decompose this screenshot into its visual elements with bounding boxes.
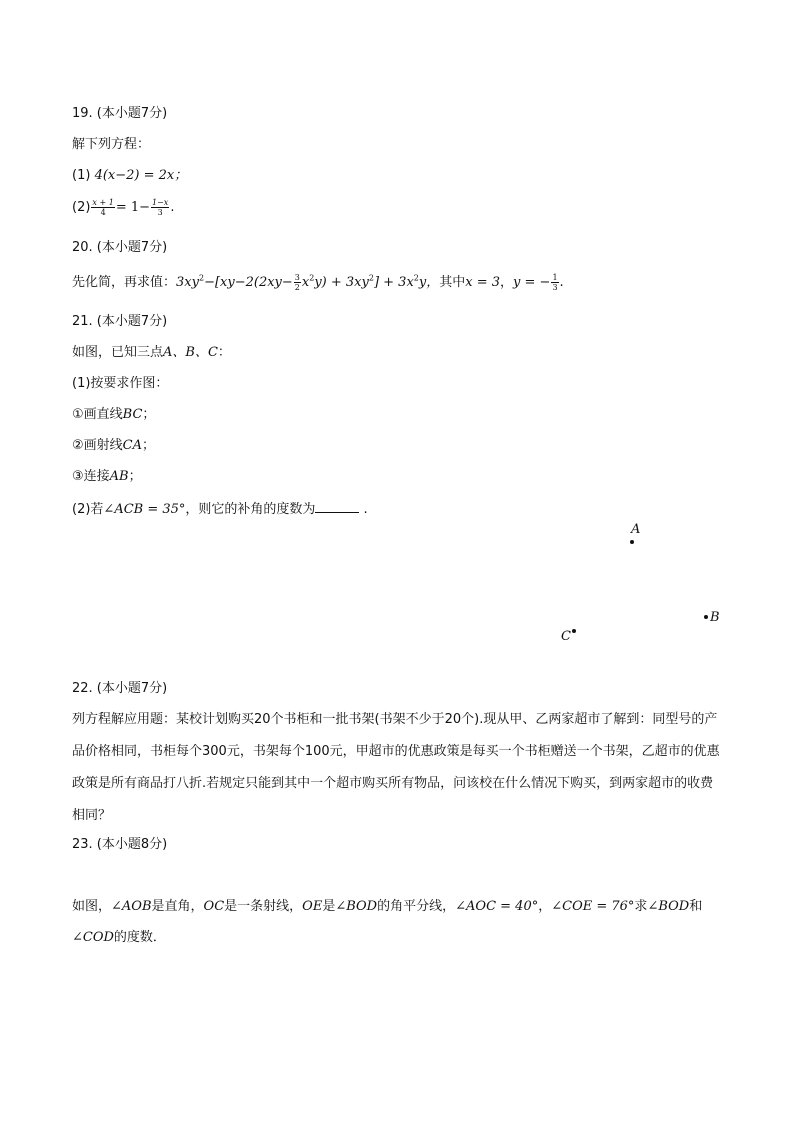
point-c-dot xyxy=(572,629,576,633)
q19-part1-equation: 4(x−2) = 2x； xyxy=(94,168,188,183)
q20-exp: 2 xyxy=(413,273,419,283)
q20-cond-x: x = 3 xyxy=(465,275,501,290)
q21-step1-text: ①画直线 xyxy=(72,407,123,422)
q19-part2-end: . xyxy=(170,200,175,215)
q23-line1 xyxy=(72,897,702,917)
point-b-dot xyxy=(704,615,708,619)
q23-math: OC xyxy=(203,899,225,914)
q21-step1-math: BC xyxy=(122,407,143,422)
frac2-denominator: 3 xyxy=(157,208,163,217)
q21-step1 xyxy=(72,405,155,425)
q21-intro-points: A、B、C xyxy=(163,345,218,360)
q21-step1-end: ； xyxy=(142,407,156,422)
frac1-numerator: x + 1 xyxy=(92,198,114,207)
q20-expr-a: 3xy xyxy=(176,275,199,290)
q19-instruction: 解下列方程： xyxy=(72,137,151,152)
q20-y-denominator: 3 xyxy=(552,283,558,292)
q21-step2-math: CA xyxy=(122,438,142,453)
q20-expr-e: ] + 3x xyxy=(373,275,414,290)
q20-exp: 2 xyxy=(309,273,315,283)
q21-intro xyxy=(72,343,231,363)
q21-part2 xyxy=(72,498,368,520)
q21-step2-text: ②画射线 xyxy=(72,438,123,453)
q23-text: 和 xyxy=(689,899,703,914)
q23-text: 是 xyxy=(322,899,336,914)
q19-part2-label: (2) xyxy=(72,200,91,215)
q21-step3-math: AB xyxy=(109,469,129,484)
q19-part2 xyxy=(72,198,174,218)
q20-sep: ， xyxy=(500,275,514,290)
q20-cond-y: y = − xyxy=(513,275,551,290)
q19-part2-mid: = 1− xyxy=(115,200,151,215)
q23-line2 xyxy=(72,928,166,948)
q21-step3 xyxy=(72,467,142,487)
q23-text: 如图， xyxy=(72,899,112,914)
q23-math: ∠COE = 76° xyxy=(551,899,635,914)
q21-step2-end: ； xyxy=(142,438,156,453)
answer-blank[interactable] xyxy=(315,498,359,513)
q23-heading: 23. (本小题8分) xyxy=(72,837,168,852)
q23-math: ∠COD xyxy=(72,930,114,945)
q23-text: 求 xyxy=(634,899,648,914)
q23-text: ， xyxy=(538,899,552,914)
q20-exp: 2 xyxy=(198,273,205,283)
q21-intro-text: 如图，已知三点 xyxy=(72,345,164,360)
point-b-label: B xyxy=(710,610,720,625)
q20-expr-b: −[xy−2(2xy− xyxy=(204,275,293,290)
frac1-denominator: 4 xyxy=(100,208,106,217)
q23-text: 是一条射线， xyxy=(224,899,303,914)
q23-math: ∠AOB xyxy=(111,899,152,914)
q21-part2-math: ∠ACB = 35° xyxy=(103,502,186,517)
q19-part1 xyxy=(72,166,187,186)
q20-body xyxy=(72,273,564,293)
q20-end: . xyxy=(559,275,564,290)
q22-body: 列方程解应用题：某校计划购买20个书柜和一批书架(书架不少于20个).现从甲、乙两家超市了解到：同型号的产品价格相同，书柜每个300元，书架每个100元，甲超市的优惠政策是每买一个书柜赠送一个书架，乙超市的优惠政策是所有商品打八折.若规定只能到其中一个超市购买所有物品，问该校在什么情况下购买，到两家超市的收费相同？ xyxy=(72,712,720,823)
q20-y-numerator: 1 xyxy=(552,273,558,282)
q21-step3-end: ； xyxy=(128,469,142,484)
q23-text: 是直角， xyxy=(151,899,204,914)
q20-expr-d: y) + 3xy xyxy=(314,275,369,290)
q22-heading: 22. (本小题7分) xyxy=(72,681,168,696)
q21-heading: 21. (本小题7分) xyxy=(72,314,168,329)
q19-part2-frac2 xyxy=(151,198,169,217)
frac2-numerator: 1−x xyxy=(152,198,169,207)
q19-heading: 19. (本小题7分) xyxy=(72,106,168,121)
q20-frac xyxy=(294,273,301,292)
q23-math: ∠AOC = 40° xyxy=(455,899,539,914)
point-a-dot xyxy=(630,540,634,544)
q20-expr-c: x xyxy=(301,275,310,290)
point-a-label: A xyxy=(631,522,641,537)
q21-intro-end: ： xyxy=(217,345,231,360)
q23-text: 的度数． xyxy=(113,930,166,945)
q20-where: 其中 xyxy=(439,275,466,290)
q23-text: 的角平分线， xyxy=(377,899,456,914)
q23-math: ∠BOD xyxy=(647,899,690,914)
q23-math: OE xyxy=(302,899,323,914)
q19-part1-label: (1) xyxy=(72,168,91,183)
q21-part1: (1)按要求作图： xyxy=(72,376,169,391)
q19-part2-frac1 xyxy=(91,198,114,217)
q21-part2-text: (2)若 xyxy=(72,502,104,517)
q21-part2-text-b: ，则它的补角的度数为 xyxy=(185,502,316,517)
point-c-label: C xyxy=(561,629,571,644)
q20-y-frac xyxy=(551,273,558,292)
q21-step2 xyxy=(72,436,155,456)
q21-part2-end: . xyxy=(359,502,368,517)
q20-frac-denominator: 2 xyxy=(294,283,300,292)
q20-expr-f: y， xyxy=(418,275,440,290)
q20-heading: 20. (本小题7分) xyxy=(72,240,168,255)
q20-frac-numerator: 3 xyxy=(294,273,300,282)
q20-exp: 2 xyxy=(368,273,374,283)
q21-step3-text: ③连接 xyxy=(72,469,110,484)
q23-math: ∠BOD xyxy=(335,899,378,914)
q20-lead: 先化简，再求值： xyxy=(72,275,177,290)
